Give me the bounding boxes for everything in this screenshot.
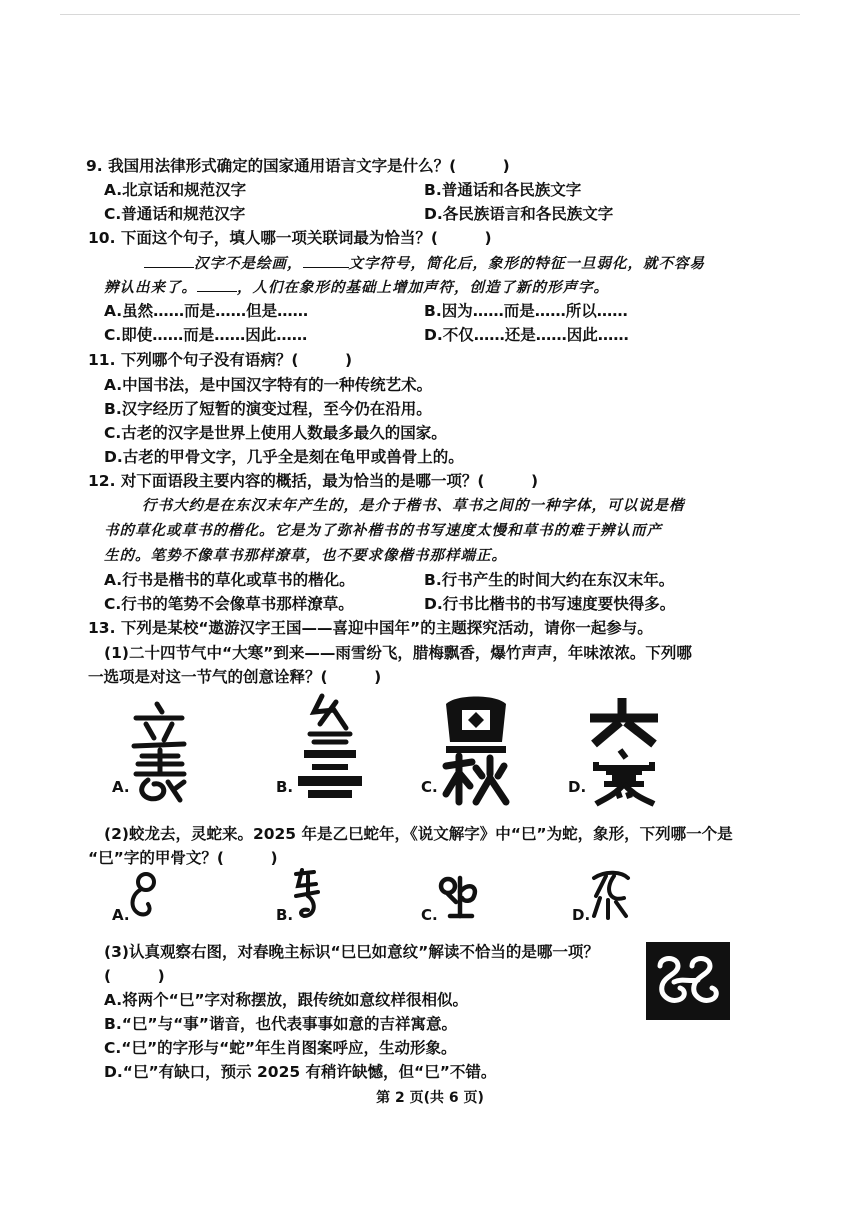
- dahan-calligraphy-icon: [584, 692, 664, 812]
- q10-option-c: C.即使……而是……因此……: [104, 326, 308, 344]
- q12-option-a: A.行书是楷书的草化或草书的楷化。: [104, 571, 355, 589]
- q13-3-option-d: D.“巳”有缺口，预示 2025 有稍许缺憾，但“巳”不错。: [104, 1063, 497, 1081]
- q12-passage-line1: 行书大约是在东汉末年产生的，是介于楷书、草书之间的一种字体，可以说是楷: [142, 497, 685, 514]
- page-footer: 第 2 页(共 6 页): [376, 1090, 484, 1106]
- oracle-char-c-icon: [436, 872, 482, 924]
- q10-sentence-line1: 汉字不是绘画， 文字符号，简化后，象形的特征一旦弱化，就不容易: [144, 253, 705, 274]
- q13-part3-answer-blank: ( ): [104, 967, 165, 985]
- q11-option-b: B.汉字经历了短暂的演变过程，至今仍在沿用。: [104, 400, 432, 418]
- q13-part3-line1: (3)认真观察右图，对春晚主标识“巳巳如意纹”解读不恰当的是哪一项？: [104, 943, 599, 961]
- q10-option-d: D.不仅……还是……因此……: [424, 326, 629, 344]
- q12-passage-line2: 书的草化或草书的楷化。它是为了弥补楷书的书写速度太慢和草书的难于辨认而产: [104, 522, 662, 539]
- q12-option-d: D.行书比楷书的书写速度要快得多。: [424, 595, 676, 613]
- q9-stem: 9. 我国用法律形式确定的国家通用语言文字是什么？( ): [86, 157, 510, 175]
- q10-option-b: B.因为……而是……所以……: [424, 302, 628, 320]
- q13-2-label-d: D.: [572, 906, 591, 924]
- q12-passage-line3: 生的。笔势不像草书那样潦草，也不要求像楷书那样端正。: [104, 547, 507, 564]
- blank: [144, 253, 194, 268]
- q13-part2-line2: “巳”字的甲骨文？( ): [88, 849, 278, 867]
- q13-part1-line1: (1)二十四节气中“大寒”到来——雨雪纷飞，腊梅飘香，爆竹声声，年味浓浓。下列哪: [104, 644, 692, 662]
- q11-option-c: C.古老的汉字是世界上使用人数最多最久的国家。: [104, 424, 447, 442]
- blank: [303, 253, 349, 268]
- q9-option-c: C.普通话和规范汉字: [104, 205, 246, 223]
- q13-2-label-a: A.: [112, 906, 130, 924]
- q11-stem: 11. 下列哪个句子没有语病？( ): [88, 351, 353, 369]
- q9-option-a: A.北京话和规范汉字: [104, 181, 247, 199]
- q10-option-a: A.虽然……而是……但是……: [104, 302, 309, 320]
- q13-1-label-b: B.: [276, 778, 294, 796]
- dongzhi-calligraphy-icon: [290, 690, 370, 805]
- blank: [197, 277, 237, 292]
- q13-stem: 13. 下列是某校“遨游汉字王国——喜迎中国年”的主题探究活动，请你一起参与。: [88, 619, 653, 637]
- q11-option-d: D.古老的甲骨文字，几乎全是刻在龟甲或兽骨上的。: [104, 448, 464, 466]
- lichun-calligraphy-icon: [124, 698, 194, 808]
- q13-1-label-d: D.: [568, 778, 587, 796]
- q13-1-label-a: A.: [112, 778, 130, 796]
- sisi-ruyi-logo-icon: [646, 942, 730, 1020]
- q13-3-option-a: A.将两个“巳”字对称摆放，跟传统如意纹样很相似。: [104, 991, 469, 1009]
- q9-option-b: B.普通话和各民族文字: [424, 181, 582, 199]
- q13-part1-line2: 一选项是对这一节气的创意诠释？( ): [88, 668, 382, 686]
- q13-3-option-c: C.“巳”的字形与“蛇”年生肖图案呼应，生动形象。: [104, 1039, 457, 1057]
- q12-option-c: C.行书的笔势不会像草书那样潦草。: [104, 595, 354, 613]
- q13-part2-line1: (2)蛟龙去，灵蛇来。2025 年是乙巳蛇年，《说文解字》中“巳”为蛇，象形，下列哪一个是: [104, 825, 733, 843]
- q9-option-d: D.各民族语言和各民族文字: [424, 205, 614, 223]
- q13-1-label-c: C.: [421, 778, 438, 796]
- oracle-char-a-icon: [124, 870, 164, 925]
- q10-sentence-line2: 辨认出来了。 ，人们在象形的基础上增加声符，创造了新的形声字。: [104, 279, 609, 296]
- q12-stem: 12. 对下面语段主要内容的概括，最为恰当的是哪一项？( ): [88, 472, 539, 490]
- q10-stem: 10. 下面这个句子，填人哪一项关联词最为恰当？( ): [88, 229, 492, 247]
- q13-2-label-b: B.: [276, 906, 294, 924]
- oracle-char-d-icon: [586, 868, 636, 926]
- q11-option-a: A.中国书法，是中国汉字特有的一种传统艺术。: [104, 376, 433, 394]
- top-rule: [60, 14, 800, 15]
- oracle-char-b-icon: [288, 866, 328, 926]
- q12-option-b: B.行书产生的时间大约在东汉末年。: [424, 571, 675, 589]
- liqiu-calligraphy-icon: [436, 690, 516, 810]
- q13-2-label-c: C.: [421, 906, 438, 924]
- q13-3-option-b: B.“巳”与“事”谐音，也代表事事如意的吉祥寓意。: [104, 1015, 457, 1033]
